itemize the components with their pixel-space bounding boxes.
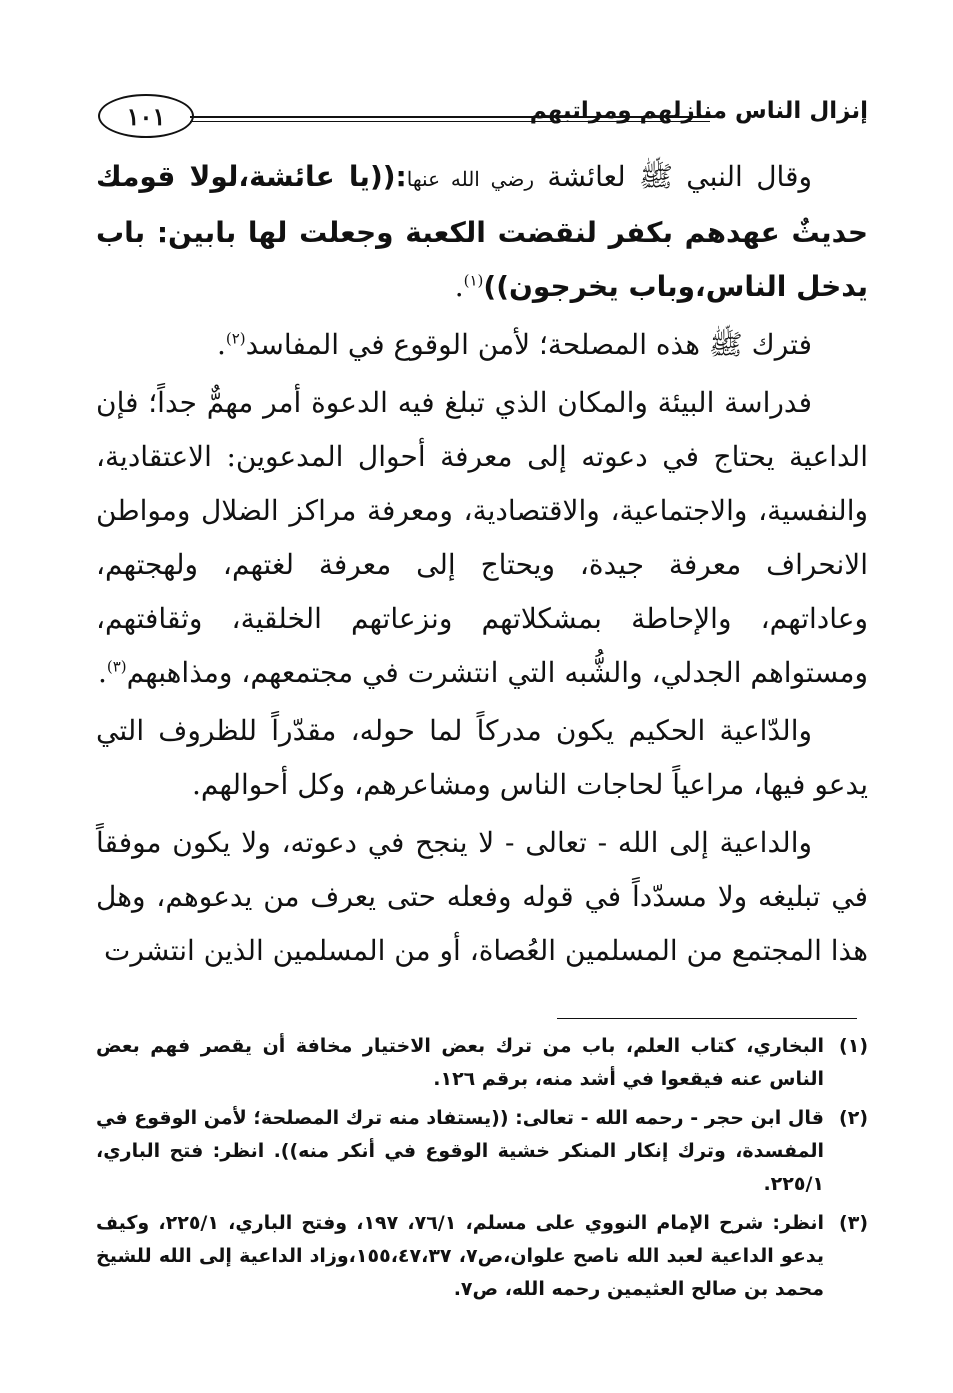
footnote-text: البخاري، كتاب العلم، باب من ترك بعض الاختيار مخافة أن يقصر فهم بعض الناس عنه فيقعوا في أشد منه، برقم ١٢٦. (96, 1035, 824, 1090)
paragraph-3 (96, 376, 868, 700)
page-number: ١٠١ (98, 94, 194, 138)
footnote-number: (٢) (839, 1107, 868, 1129)
footnote-number: (٣) (839, 1212, 868, 1234)
page-header (98, 92, 868, 144)
footnotes (96, 1030, 868, 1312)
paragraph-5: والداعية إلى الله - تعالى - لا ينجح في دعوته، ولا يكون موفقاً في تبليغه ولا مسدّداً في قوله وفعله حتى يعرف من يدعوهم، وهل هذا المجتمع من المسلمين العُصاة، أو من المسلمين الذين انتشرت (96, 826, 868, 967)
main-text (96, 150, 868, 982)
running-title: إنزال الناس منازلهم ومراتبهم (529, 98, 868, 124)
paragraph-3-text: فدراسة البيئة والمكان الذي تبلغ فيه الدعوة أمر مهمٌّ جداً؛ فإن الداعية يحتاج في دعوته إلى معرفة أحوال المدعوين: الاعتقادية، والنفسية، والاجتماعية، والاقتصادية، ومعرفة مراكز الضلال ومواطن الانحراف معرفة جيدة، ويحتاج إلى معرفة لغتهم، ولهجتهم، وعاداتهم، والإحاطة بمشكلاتهم ونزعاتهم الخلقية، وثقافتهم، ومستواهم الجدلي، والشُّبه التي انتشرت في مجتمعهم، ومذاهبهم (96, 386, 868, 689)
footnote-1 (96, 1030, 868, 1096)
footnote-3 (96, 1207, 868, 1306)
footnote-2 (96, 1102, 868, 1201)
sentence-end: . (97, 656, 107, 689)
footnote-ref-2[interactable]: (٢) (225, 329, 246, 348)
hadith-intro: وقال النبي ﷺ لعائشة (547, 160, 812, 193)
paragraph-2 (96, 318, 868, 372)
footnote-ref-1[interactable]: (١) (463, 271, 484, 290)
footnote-number: (١) (839, 1035, 868, 1057)
footnote-separator (557, 1018, 857, 1019)
honorific: رضي الله عنها (406, 167, 534, 191)
paragraph-2-text: فترك ﷺ هذه المصلحة؛ لأمن الوقوع في المفاسد (245, 328, 812, 361)
footnote-text: قال ابن حجر - رحمه الله - تعالى: ((يستفاد منه ترك المصلحة؛ لأمن الوقوع في المفسدة، وترك إنكار المنكر خشية الوقوع في أنكر منه)). انظر: فتح الباري، ٢٢٥/١. (96, 1107, 824, 1195)
paragraph-hadith (96, 150, 868, 314)
sentence-end: . (216, 328, 226, 361)
sentence-end: . (454, 270, 464, 303)
paragraph-4: والدّاعية الحكيم يكون مدركاً لما حوله، مقدّراً للظروف التي يدعو فيها، مراعياً لحاجات الناس ومشاعرهم، وكل أحوالهم. (96, 714, 868, 801)
footnote-text: انظر: شرح الإمام النووي على مسلم، ٧٦/١، ١٩٧، وفتح الباري، ٢٢٥/١، وكيف يدعو الداعية لعبد الله ناصح علوان،ص٧، ١٥٥،٤٧،٣٧،وزاد الداعية إلى الله للشيخ محمد بن صالح العثيمين رحمه الله، ص٧. (96, 1212, 824, 1300)
footnote-ref-3[interactable]: (٣) (106, 657, 127, 676)
hadith-quote: :((يا عائشة،لولا قومك حديثٌ عهدهم بكفر لنقضت الكعبة وجعلت لها بابين: باب يدخل الناس،وباب يخرجون)) (96, 160, 868, 303)
